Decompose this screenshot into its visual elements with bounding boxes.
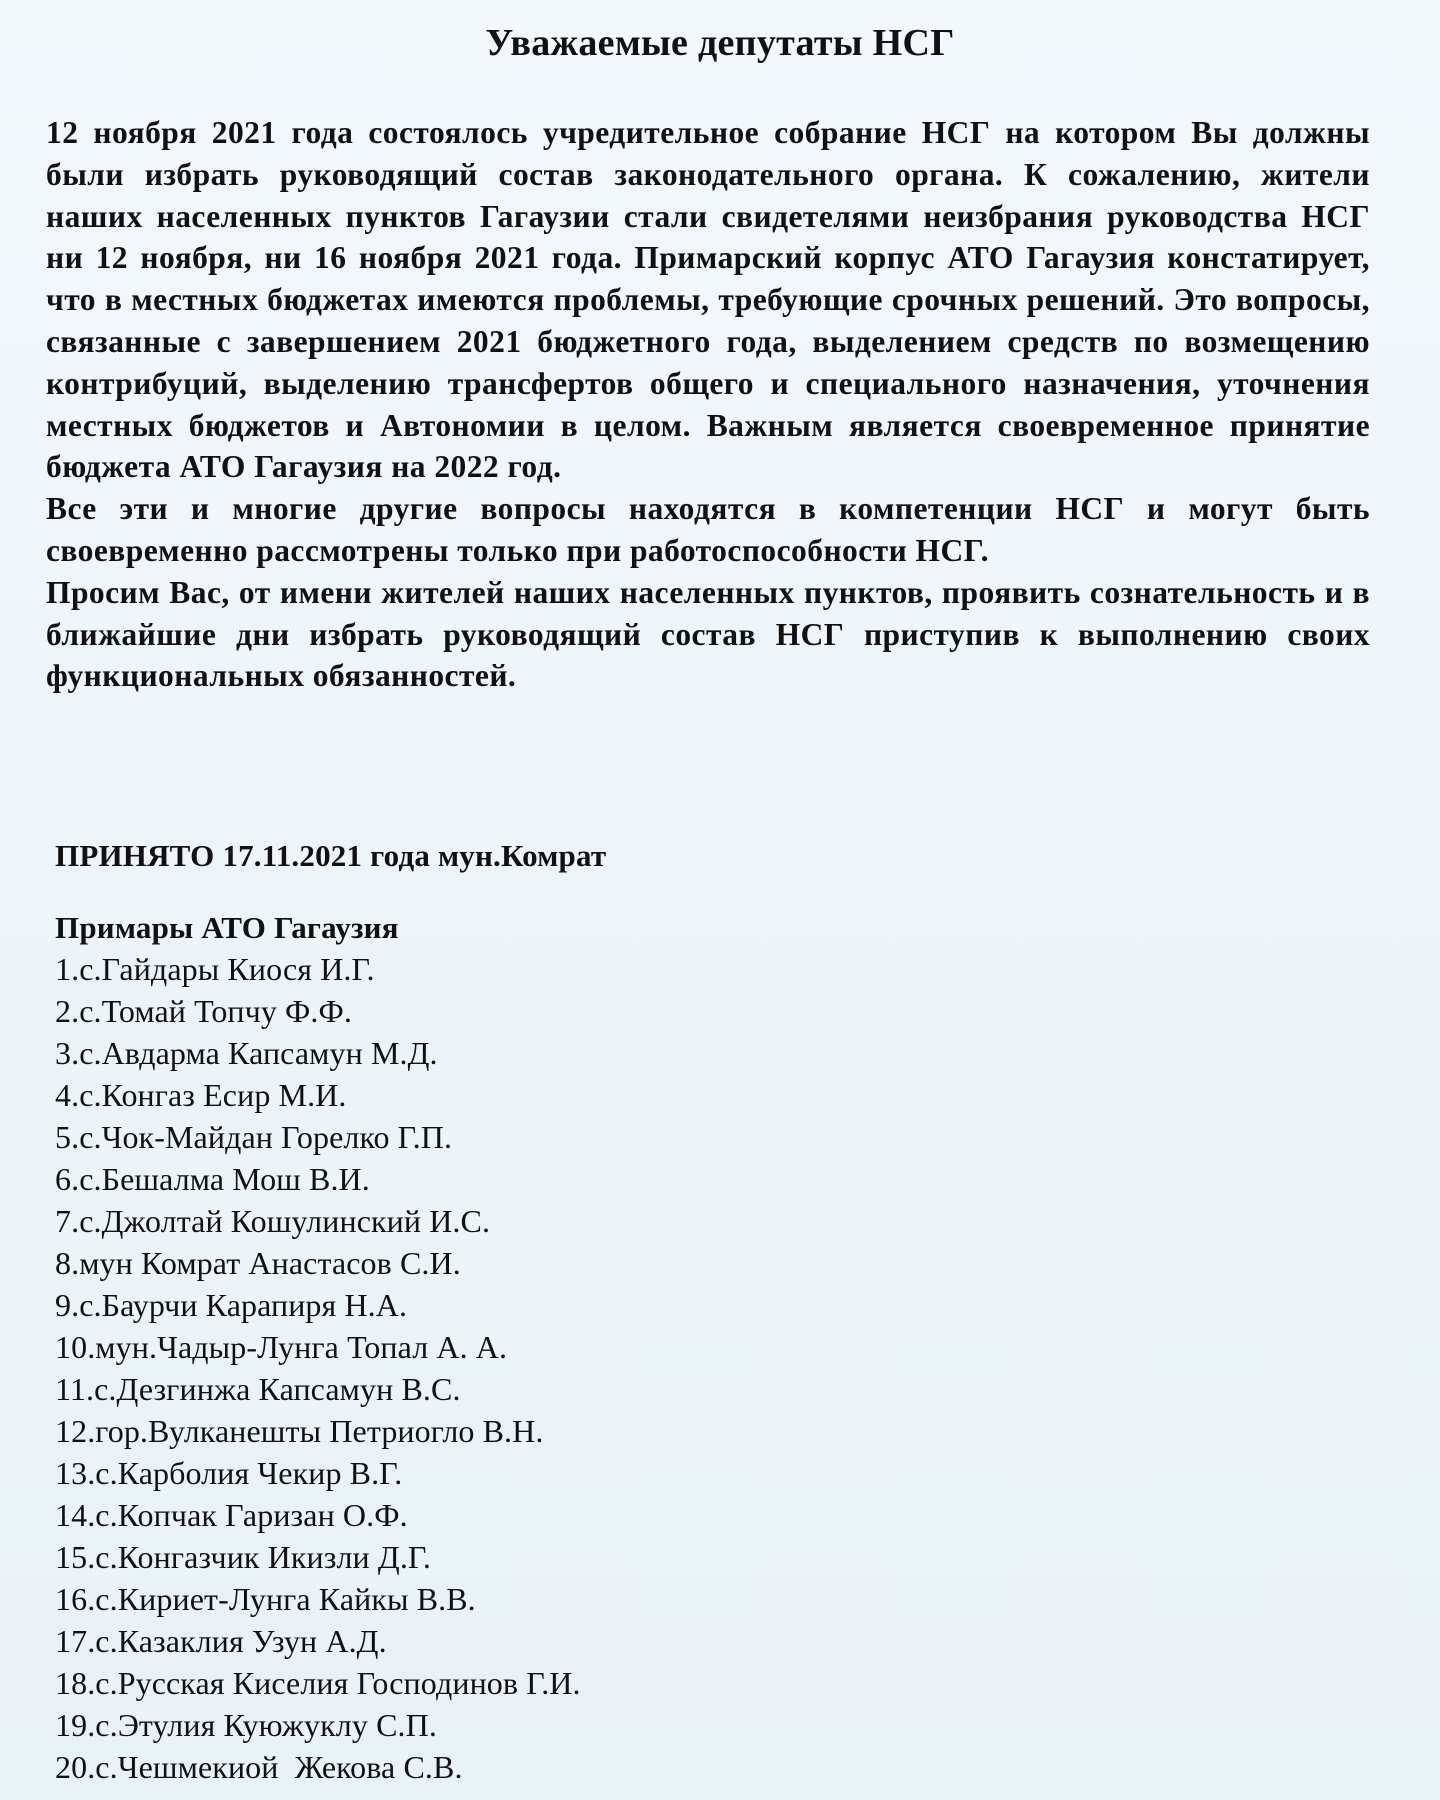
mayor-list-item: 1.с.Гайдары Киося И.Г. <box>55 951 375 987</box>
mayor-list-item: 2.с.Томай Топчу Ф.Ф. <box>55 993 353 1029</box>
mayor-list-item: 18.с.Русская Киселия Господинов Г.И. <box>55 1665 581 1701</box>
letter-body <box>46 112 1370 697</box>
document-title: Уважаемые депутаты НСГ <box>485 22 955 64</box>
mayor-list-item: 4.с.Конгаз Есир М.И. <box>55 1077 347 1113</box>
mayors-list <box>55 948 581 1788</box>
mayor-list-item: 17.с.Казаклия Узун А.Д. <box>55 1623 387 1659</box>
mayor-list-item: 20.с.Чешмекиой Жекова С.В. <box>55 1749 463 1785</box>
mayor-list-item: 3.с.Авдарма Капсамун М.Д. <box>55 1035 438 1071</box>
mayor-list-item: 9.с.Баурчи Карапиря Н.А. <box>55 1287 408 1323</box>
mayor-list-item: 11.с.Дезгинжа Капсамун В.С. <box>55 1371 461 1407</box>
paragraph-competence: Все эти и многие другие вопросы находятся в компетенции НСГ и могут быть своевременно рассмотрены только при работоспособности НСГ. <box>46 491 1370 568</box>
adoption-line: ПРИНЯТО 17.11.2021 года мун.Комрат <box>55 838 607 873</box>
paragraph-request: Просим Вас, от имени жителей наших населенных пунктов, проявить сознательность и в ближайшие дни избрать руководящий состав НСГ приступив к выполнению своих функциональных обязанностей. <box>46 574 1370 694</box>
mayor-list-item: 7.с.Джолтай Кошулинский И.С. <box>55 1203 491 1239</box>
paragraph-budget-issues: 12 ноября 2021 года состоялось учредительное собрание НСГ на котором Вы должны были избрать руководящий состав законодательного органа. К сожалению, жители наших населенных пунктов Гагаузии стали свидетелями неизбрания руководства НСГ ни 12 ноября, ни 16 ноября 2021 года. Примарский корпус АТО Гагаузия констатирует, что в местных бюджетах имеются проблемы, требующие срочных решений. Это вопросы, связанные с завершением 2021 бюджетного года, выделением средств по возмещению контрибуций, выделению трансфертов общего и специального назначения, уточнения местных бюджетов и Автономии в целом. Важным является своевременное принятие бюджета АТО Гагаузия на 2022 год. <box>46 115 1370 485</box>
mayor-list-item: 15.с.Конгазчик Икизли Д.Г. <box>55 1539 432 1575</box>
mayor-list-item: 19.с.Этулия Куюжуклу С.П. <box>55 1707 437 1743</box>
mayor-list-item: 14.с.Копчак Гаризан О.Ф. <box>55 1497 408 1533</box>
mayor-list-item: 6.с.Бешалма Мош В.И. <box>55 1161 370 1197</box>
mayor-list-item: 16.с.Кириет-Лунга Кайкы В.В. <box>55 1581 476 1617</box>
mayor-list-item: 13.с.Карболия Чекир В.Г. <box>55 1455 403 1491</box>
mayor-list-item: 8.мун Комрат Анастасов С.И. <box>55 1245 461 1281</box>
mayors-heading: Примары АТО Гагаузия <box>55 910 399 945</box>
mayor-list-item: 10.мун.Чадыр-Лунга Топал А. А. <box>55 1329 508 1365</box>
mayor-list-item: 12.гор.Вулканешты Петриогло В.Н. <box>55 1413 544 1449</box>
mayor-list-item: 5.с.Чок-Майдан Горелко Г.П. <box>55 1119 453 1155</box>
